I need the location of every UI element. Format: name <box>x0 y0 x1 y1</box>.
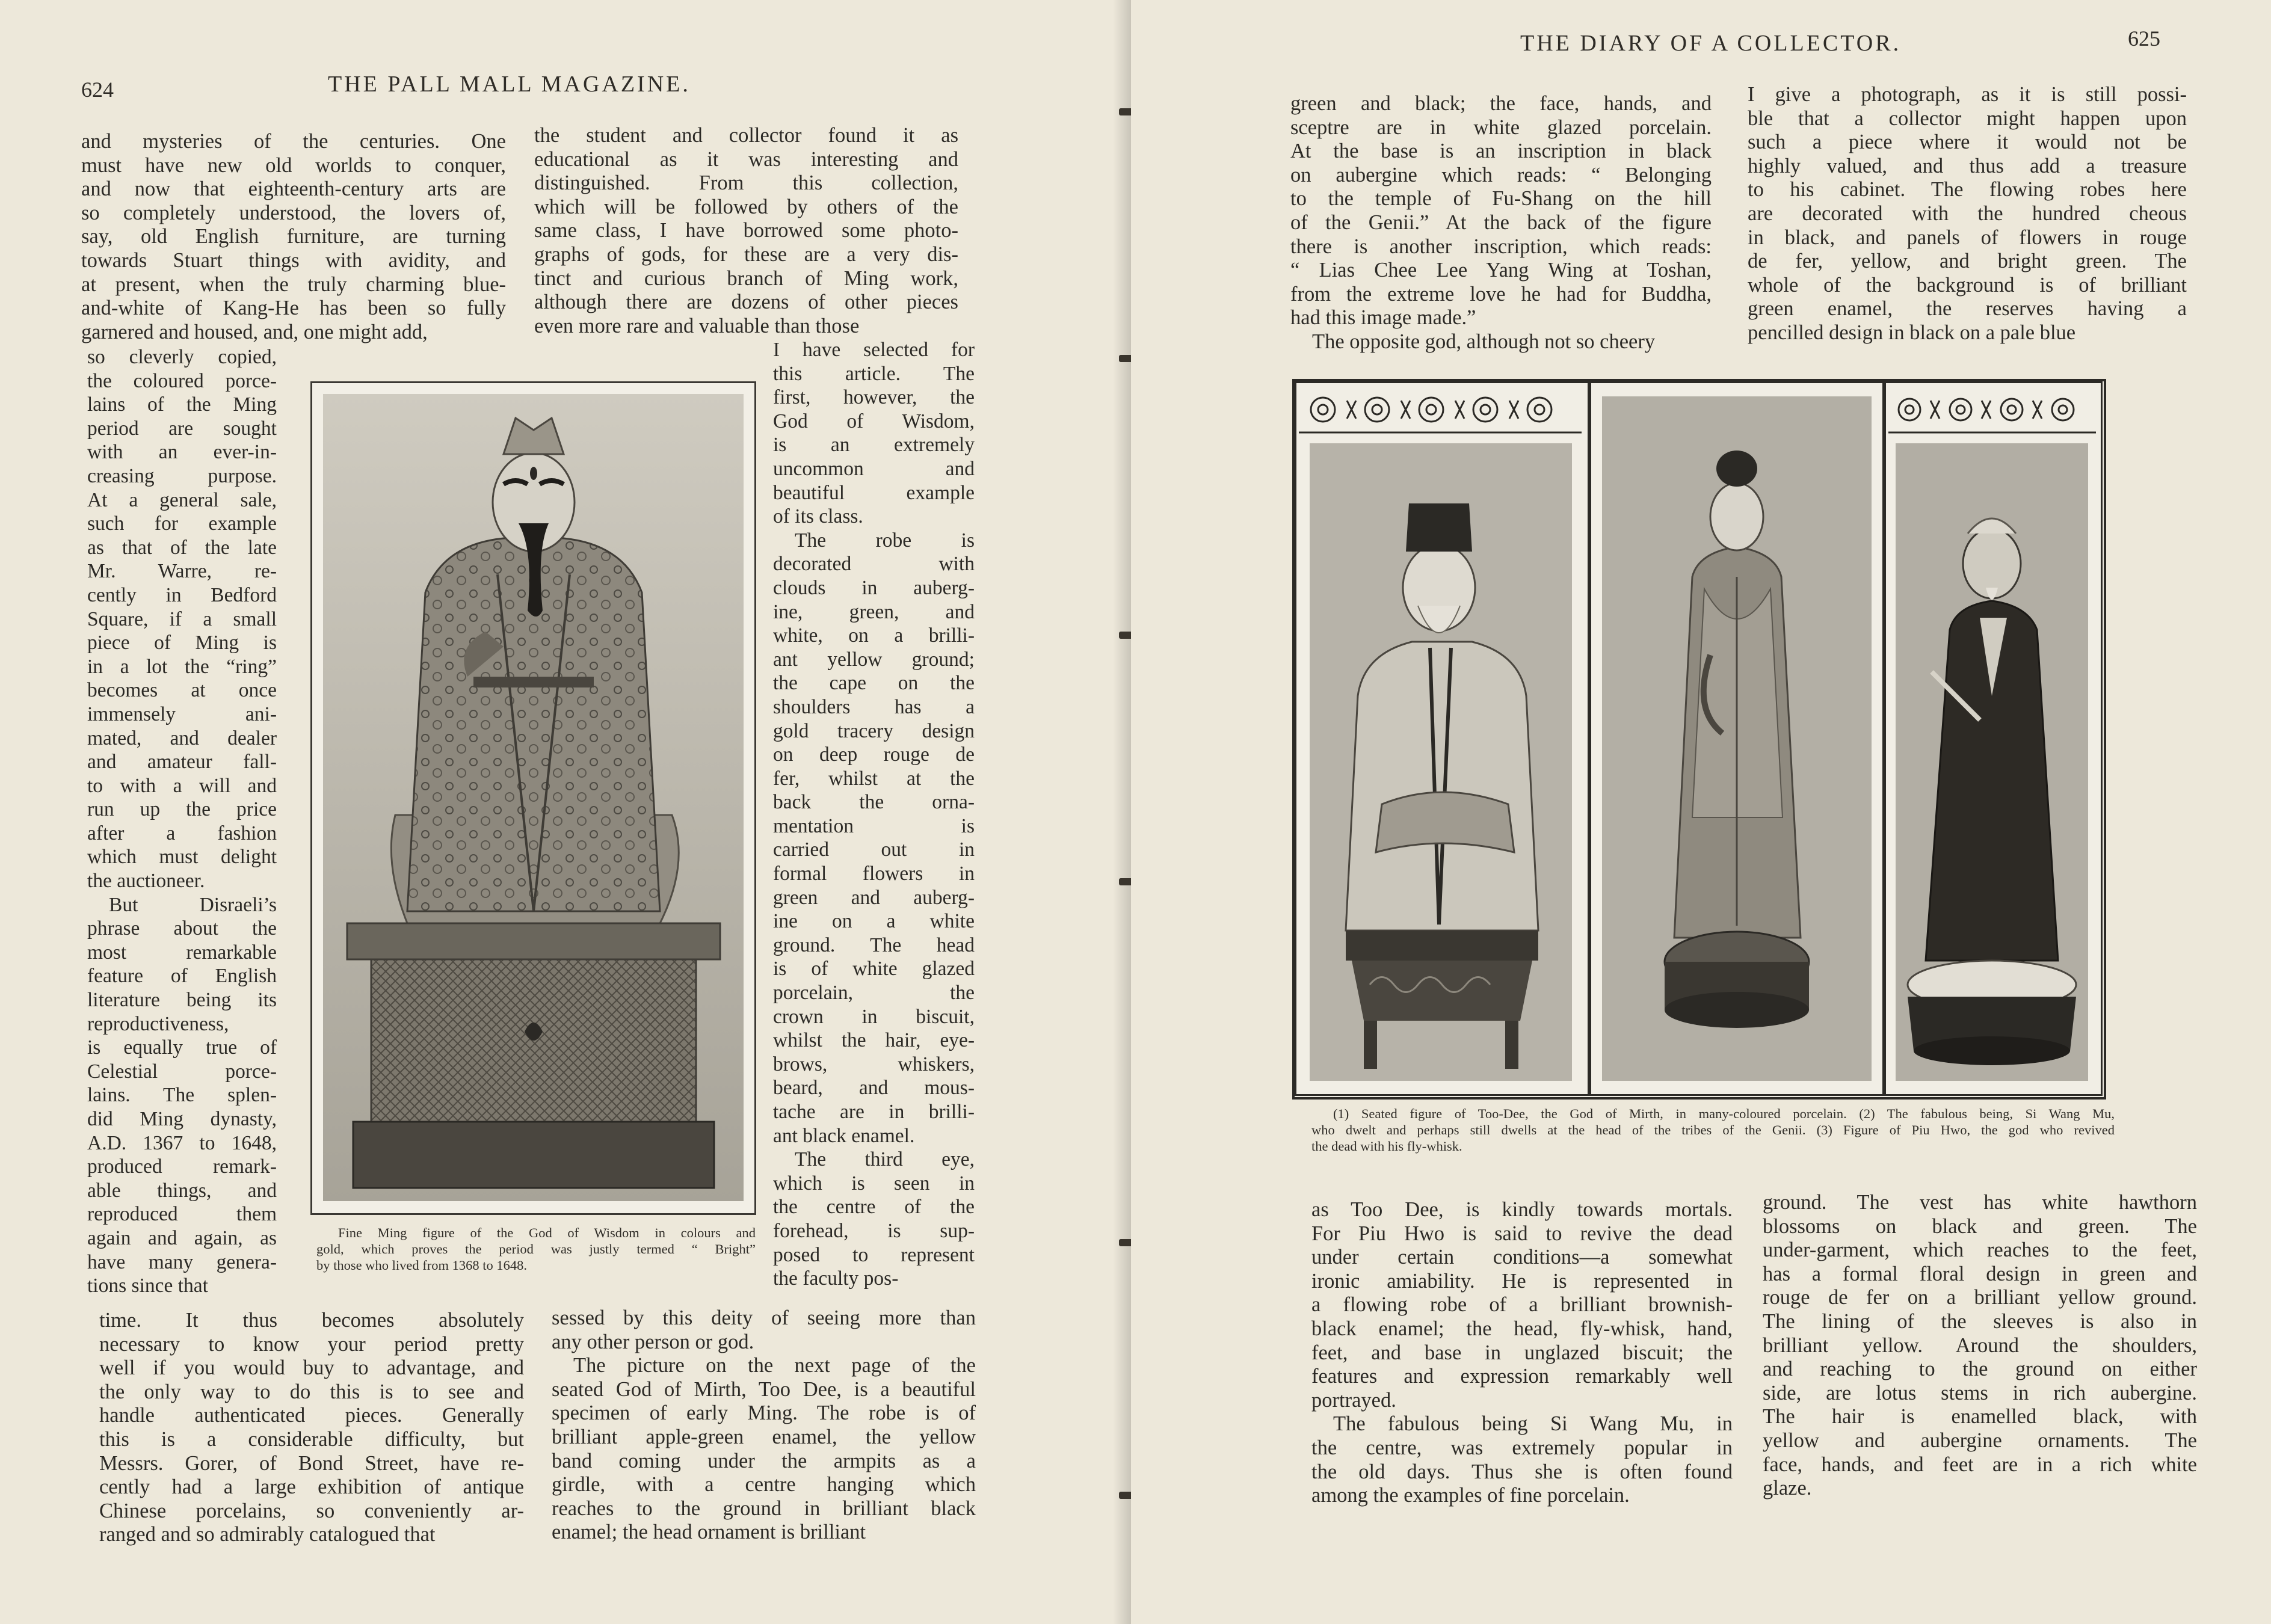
left-col1-bottom-line: this is a considerable difficulty, but <box>99 1427 524 1451</box>
three-figures-caption-line: the dead with his fly-whisk. <box>1311 1139 1462 1154</box>
left-col1-bottom-line: ranged and so admirably catalogued that <box>99 1523 436 1546</box>
left-col1-narrow-line: as that of the late <box>87 536 277 559</box>
left-col1-top-line: garnered and housed, and, one might add, <box>81 320 428 343</box>
left-col1-narrow-line: phrase about the <box>87 917 277 940</box>
left-col2-narrow-line: ground. The head <box>773 933 975 956</box>
right-col1-top-line: green and black; the face, hands, and <box>1290 92 1712 115</box>
left-col2-top-line: although there are dozens of other pieces <box>534 291 958 314</box>
right-col1-bottom <box>1311 1198 1733 1508</box>
left-col2-narrow-line: uncommon and <box>773 457 975 480</box>
left-col2-bottom-line: sessed by this deity of seeing more than <box>552 1306 976 1329</box>
left-col2-narrow-line: gold tracery design <box>773 719 975 742</box>
right-col2-bottom <box>1763 1191 2197 1501</box>
right-col1-bottom-line: the centre, was extremely popular in <box>1311 1436 1733 1459</box>
left-col1-narrow-line: after a fashion <box>87 822 277 844</box>
three-figures-plate <box>1292 379 2106 1100</box>
left-col1-bottom-line: Messrs. Gorer, of Bond Street, have re- <box>99 1451 524 1475</box>
left-col1-narrow-line: in a lot the “ring” <box>87 655 277 678</box>
left-col2-narrow-line: clouds in auberg- <box>773 576 975 599</box>
right-running-head: THE DIARY OF A COLLECTOR. <box>1520 31 1902 56</box>
left-col1-narrow-line: mated, and dealer <box>87 727 277 749</box>
left-col1-narrow-line: again and again, as <box>87 1226 277 1249</box>
right-col2-top-line: green enamel, the reserves having a <box>1748 297 2187 321</box>
right-col1-top-line: had this image made.” <box>1290 306 1476 330</box>
plate-panel-too-dee <box>1295 381 1589 1096</box>
left-col1-bottom-line: handle authenticated pieces. Generally <box>99 1404 524 1427</box>
right-col1-top-line: The opposite god, although not so cheery <box>1312 330 1656 353</box>
left-col2-narrow-line: the centre of the <box>773 1196 975 1219</box>
left-col2-narrow-line: the cape on the <box>773 672 975 695</box>
left-col2-top-line: educational as it was interesting and <box>534 147 958 171</box>
left-col1-narrow-line: At a general sale, <box>87 488 277 511</box>
left-col1-narrow-line: most remarkable <box>87 941 277 964</box>
right-col2-top-line: such a piece where it would not be <box>1748 131 2187 154</box>
left-col2-narrow-line: carried out in <box>773 838 975 861</box>
left-col1-top-line: towards Stuart things with avidity, and <box>81 248 506 272</box>
left-col1-narrow-line: immensely ani- <box>87 703 277 725</box>
left-col2-top-line: which will be followed by others of the <box>534 195 958 218</box>
left-col2-narrow-line: posed to represent <box>773 1243 975 1266</box>
right-col1-bottom-line: as Too Dee, is kindly towards mortals. <box>1311 1198 1733 1221</box>
left-col2-top <box>534 124 958 338</box>
left-col2-narrow-line: The robe is <box>795 529 975 552</box>
left-col2-narrow-line: is an extremely <box>773 434 975 457</box>
left-col1-top-line: and-white of Kang-He has been so fully <box>81 297 506 320</box>
right-col1-top-line: to the temple of Fu-Shang on the hill <box>1290 187 1712 211</box>
left-col1-narrow-line: lains. The splen- <box>87 1084 277 1107</box>
left-col1-top-line: and now that eighteenth-century arts are <box>81 177 506 201</box>
right-col2-top-line: pencilled design in black on a pale blue <box>1748 321 2076 344</box>
left-col2-narrow-line: white, on a brilli- <box>773 624 975 647</box>
left-col2-narrow-line: of its class. <box>773 505 863 528</box>
left-col1-top-line: must have new old worlds to conquer, <box>81 153 506 177</box>
left-col2-narrow-line: mentation is <box>773 814 975 837</box>
right-col1-bottom-line: under certain conditions—a somewhat <box>1311 1246 1733 1269</box>
piu-hwo-illustration <box>1896 443 2088 1081</box>
left-col2-bottom-line: The picture on the next page of the <box>573 1354 976 1377</box>
left-col2-narrow-line: tache are in brilli- <box>773 1101 975 1123</box>
right-col2-top-line: I give a photograph, as it is still possi- <box>1748 83 2187 106</box>
left-col1-narrow-line: is equally true of <box>87 1036 277 1059</box>
right-col2-top <box>1748 83 2187 345</box>
left-col1-narrow-line: did Ming dynasty, <box>87 1108 277 1130</box>
right-col2-bottom-line: ground. The vest has white hawthorn <box>1763 1191 2197 1214</box>
left-col2-narrow-line: this article. The <box>773 362 975 385</box>
left-col2-top-line: even more rare and valuable than those <box>534 314 860 337</box>
right-col1-top-line: “ Lias Chee Lee Yang Wing at Toshan, <box>1290 259 1712 282</box>
left-col2-bottom-line: girdle, with a centre hanging which <box>552 1473 976 1496</box>
left-col1-narrow-line: able things, and <box>87 1179 277 1202</box>
left-col2-narrow-line: whilst the hair, eye- <box>773 1029 975 1052</box>
left-col1-narrow-line: Mr. Warre, re- <box>87 560 277 583</box>
left-col1-narrow-line: reproduced them <box>87 1203 277 1226</box>
left-col2-narrow-line: beard, and mous- <box>773 1077 975 1100</box>
right-col2-bottom-line: has a formal floral design in green and <box>1763 1262 2197 1285</box>
plate-panel-si-wang-mu <box>1589 381 1884 1096</box>
right-page <box>1131 0 2271 1624</box>
left-col2-narrow-line: The third eye, <box>795 1148 975 1171</box>
right-col1-top-line: from the extreme love he had for Buddha, <box>1290 282 1712 306</box>
right-col1-bottom-line: black enamel; the head, fly-whisk, hand, <box>1311 1317 1733 1340</box>
left-page <box>0 0 1131 1624</box>
left-col2-narrow-line: crown in biscuit, <box>773 1005 975 1028</box>
left-col1-bottom-line: the only way to do this is to see and <box>99 1380 524 1403</box>
three-figures-caption <box>1311 1106 2115 1154</box>
left-col2-narrow-line: beautiful example <box>773 481 975 504</box>
right-col1-top-line: sceptre are in white glazed porcelain. <box>1290 115 1712 139</box>
left-col1-narrow-line: literature being its <box>87 989 277 1012</box>
panel-1-ornament-band <box>1299 386 1582 434</box>
left-col2-narrow-line: is of white glazed <box>773 958 975 980</box>
left-col2-bottom-line: brilliant apple-green enamel, the yellow <box>552 1425 976 1448</box>
left-col2-narrow-line: forehead, is sup- <box>773 1219 975 1242</box>
left-col1-narrow-line: Square, if a small <box>87 607 277 630</box>
left-col1-narrow-line: the coloured porce- <box>87 369 277 392</box>
right-col1-bottom-line: For Piu Hwo is said to revive the dead <box>1311 1222 1733 1245</box>
right-col2-top-line: in black, and panels of flowers in rouge <box>1748 226 2187 249</box>
right-col1-bottom-line: ironic amiability. He is represented in <box>1311 1269 1733 1293</box>
right-col2-bottom-line: yellow and aubergine ornaments. The <box>1763 1429 2197 1452</box>
left-col1-narrow-line: tions since that <box>87 1275 208 1297</box>
left-col2-narrow-line: ine on a white <box>773 910 975 933</box>
god-of-wisdom-illustration <box>323 394 744 1201</box>
left-col1-bottom-line: necessary to know your period pretty <box>99 1332 524 1356</box>
right-col2-bottom-line: blossoms on black and green. The <box>1763 1214 2197 1238</box>
right-col1-bottom-line: The fabulous being Si Wang Mu, in <box>1333 1412 1733 1436</box>
left-col1-narrow-line: the auctioneer. <box>87 870 205 893</box>
left-col2-top-line: distinguished. From this collection, <box>534 171 958 195</box>
left-col1-narrow-line: and amateur fall- <box>87 751 277 774</box>
right-col1-top <box>1290 92 1712 354</box>
god-of-wisdom-figure <box>310 381 756 1215</box>
left-col1-top <box>81 130 506 344</box>
left-col1-narrow-line: have many genera- <box>87 1250 277 1273</box>
left-col2-bottom <box>552 1306 976 1545</box>
si-wang-mu-illustration <box>1602 396 1872 1081</box>
left-col1-narrow-line: But Disraeli’s <box>109 893 277 916</box>
left-col2-top-line: tinct and curious branch of Ming work, <box>534 266 958 290</box>
right-col1-bottom-line: portrayed. <box>1311 1388 1396 1412</box>
left-col2-narrow-line: God of Wisdom, <box>773 410 975 432</box>
right-col2-top-line: whole of the background is of brilliant <box>1748 273 2187 297</box>
left-col2-narrow-line: back the orna- <box>773 791 975 814</box>
god-of-wisdom-caption-line: gold, which proves the period was justly termed “ Bright” <box>316 1241 756 1256</box>
left-col1-narrow <box>87 345 277 1298</box>
left-col1-top-line: at present, when the truly charming blue- <box>81 272 506 296</box>
god-of-wisdom-caption-line: by those who lived from 1368 to 1648. <box>316 1258 527 1273</box>
left-col1-narrow-line: creasing purpose. <box>87 464 277 487</box>
left-col2-bottom-line: any other person or god. <box>552 1330 754 1353</box>
right-col2-top-line: de fer, yellow, and bright green. The <box>1748 250 2187 273</box>
left-col2-narrow-line: on deep rouge de <box>773 743 975 766</box>
left-col1-narrow-line: A.D. 1367 to 1648, <box>87 1131 277 1154</box>
god-of-wisdom-caption <box>316 1225 756 1273</box>
left-col1-top-line: and mysteries of the centuries. One <box>81 130 506 153</box>
right-col1-top-line: At the base is an inscription in black <box>1290 140 1712 163</box>
left-col2-top-line: the student and collector found it as <box>534 124 958 147</box>
right-col1-top-line: on aubergine which reads: “ Belonging <box>1290 163 1712 186</box>
left-col1-bottom <box>99 1309 524 1547</box>
left-col2-bottom-line: reaches to the ground in brilliant black <box>552 1496 976 1520</box>
right-col1-bottom-line: feet, and base in unglazed biscuit; the <box>1311 1341 1733 1364</box>
god-of-wisdom-photo <box>323 394 744 1201</box>
left-col2-narrow-line: ant yellow ground; <box>773 648 975 671</box>
god-of-wisdom-caption-line: Fine Ming figure of the God of Wisdom in colours and <box>338 1225 756 1240</box>
left-col2-narrow <box>773 338 975 1291</box>
right-col2-top-line: are decorated with the hundred cheous <box>1748 201 2187 225</box>
si-wang-mu-photo <box>1602 396 1872 1081</box>
left-col2-narrow-line: fer, whilst at the <box>773 767 975 790</box>
left-col1-narrow-line: to with a will and <box>87 774 277 797</box>
left-col1-narrow-line: with an ever-in- <box>87 441 277 464</box>
plate-panel-piu-hwo <box>1884 381 2103 1096</box>
left-col2-narrow-line: shoulders has a <box>773 695 975 718</box>
left-col2-narrow-line: ant black enamel. <box>773 1124 915 1147</box>
left-col1-top-line: say, old English furniture, are turning <box>81 225 506 248</box>
left-col2-narrow-line: the faculty pos- <box>773 1267 899 1290</box>
left-col2-narrow-line: decorated with <box>773 553 975 576</box>
left-col2-narrow-line: porcelain, the <box>773 982 975 1004</box>
right-col2-bottom-line: glaze. <box>1763 1477 1812 1500</box>
right-col2-bottom-line: face, hands, and feet are in a rich white <box>1763 1453 2197 1476</box>
left-col2-bottom-line: seated God of Mirth, Too Dee, is a beautiful <box>552 1377 976 1401</box>
left-col2-top-line: graphs of gods, for these are a very dis- <box>534 242 958 266</box>
left-col1-narrow-line: such for example <box>87 512 277 535</box>
left-col1-bottom-line: Chinese porcelains, so conveniently ar- <box>99 1499 524 1522</box>
left-col2-narrow-line: which is seen in <box>773 1172 975 1195</box>
three-figures-caption-line: (1) Seated figure of Too-Dee, the God of Mirth, in many-coloured porcelain. (2) The fabulous being, Si Wang Mu, <box>1333 1106 2115 1121</box>
left-col2-top-line: same class, I have borrowed some photo- <box>534 219 958 242</box>
left-col1-narrow-line: so cleverly copied, <box>87 346 277 368</box>
left-col1-narrow-line: feature of English <box>87 965 277 988</box>
right-col2-top-line: ble that a collector might happen upon <box>1748 106 2187 130</box>
left-col2-bottom-line: specimen of early Ming. The robe is of <box>552 1401 976 1425</box>
left-col1-narrow-line: period are sought <box>87 417 277 440</box>
left-col1-narrow-line: piece of Ming is <box>87 632 277 654</box>
left-col1-narrow-line: cently in Bedford <box>87 583 277 606</box>
panel-3-ornament-band <box>1888 386 2096 434</box>
right-col2-bottom-line: and reaching to the ground on either <box>1763 1358 2197 1381</box>
left-col1-narrow-line: which must delight <box>87 846 277 869</box>
left-page-number: 624 <box>81 78 114 102</box>
left-col1-narrow-line: run up the price <box>87 798 277 821</box>
right-col2-bottom-line: brilliant yellow. Around the shoulders, <box>1763 1333 2197 1357</box>
left-col2-narrow-line: ine, green, and <box>773 600 975 623</box>
right-col1-bottom-line: a flowing robe of a brilliant brownish- <box>1311 1293 1733 1317</box>
left-col1-narrow-line: Celestial porce- <box>87 1060 277 1083</box>
left-col1-narrow-line: produced remark- <box>87 1155 277 1178</box>
left-col2-bottom-line: enamel; the head ornament is brilliant <box>552 1521 866 1544</box>
right-page-number: 625 <box>2128 26 2160 51</box>
too-dee-illustration <box>1310 443 1572 1081</box>
left-col1-bottom-line: cently had a large exhibition of antique <box>99 1475 524 1499</box>
left-col1-bottom-line: time. It thus becomes absolutely <box>99 1309 524 1332</box>
left-col2-bottom-line: band coming under the armpits as a <box>552 1449 976 1472</box>
right-col1-bottom-line: features and expression remarkably well <box>1311 1365 1733 1388</box>
right-col1-bottom-line: the old days. Thus she is often found <box>1311 1460 1733 1483</box>
left-col2-narrow-line: I have selected for <box>773 339 975 361</box>
left-col2-narrow-line: brows, whiskers, <box>773 1053 975 1075</box>
right-col2-bottom-line: side, are lotus stems in rich aubergine. <box>1763 1381 2197 1404</box>
right-col1-top-line: of the Genii.” At the back of the figure <box>1290 211 1712 234</box>
left-col1-bottom-line: well if you would buy to advantage, and <box>99 1356 524 1380</box>
right-col2-top-line: to his cabinet. The flowing robes here <box>1748 178 2187 201</box>
three-figures-caption-line: who dwelt and perhaps still dwells at the head of the tribes of the Genii. (3) Figure of Piu Hwo, the god who revived <box>1311 1122 2115 1137</box>
right-col1-bottom-line: among the examples of fine porcelain. <box>1311 1484 1630 1507</box>
right-col2-top-line: highly valued, and thus add a treasure <box>1748 154 2187 177</box>
left-col2-narrow-line: formal flowers in <box>773 863 975 885</box>
left-col1-narrow-line: becomes at once <box>87 679 277 702</box>
too-dee-photo <box>1310 443 1572 1081</box>
left-col1-narrow-line: lains of the Ming <box>87 393 277 416</box>
left-running-head: THE PALL MALL MAGAZINE. <box>328 72 691 97</box>
right-col2-bottom-line: The lining of the sleeves is also in <box>1763 1309 2197 1333</box>
left-col2-narrow-line: green and auberg- <box>773 886 975 909</box>
left-col2-narrow-line: first, however, the <box>773 386 975 409</box>
right-col2-bottom-line: The hair is enamelled black, with <box>1763 1405 2197 1429</box>
right-col2-bottom-line: under-garment, which reaches to the feet, <box>1763 1238 2197 1262</box>
left-col1-narrow-line: reproductiveness, <box>87 1012 229 1035</box>
piu-hwo-photo <box>1896 443 2088 1081</box>
right-col2-bottom-line: rouge de fer on a brilliant yellow ground. <box>1763 1286 2197 1309</box>
right-col1-top-line: there is another inscription, which reads: <box>1290 235 1712 258</box>
left-col1-top-line: so completely understood, the lovers of, <box>81 201 506 224</box>
